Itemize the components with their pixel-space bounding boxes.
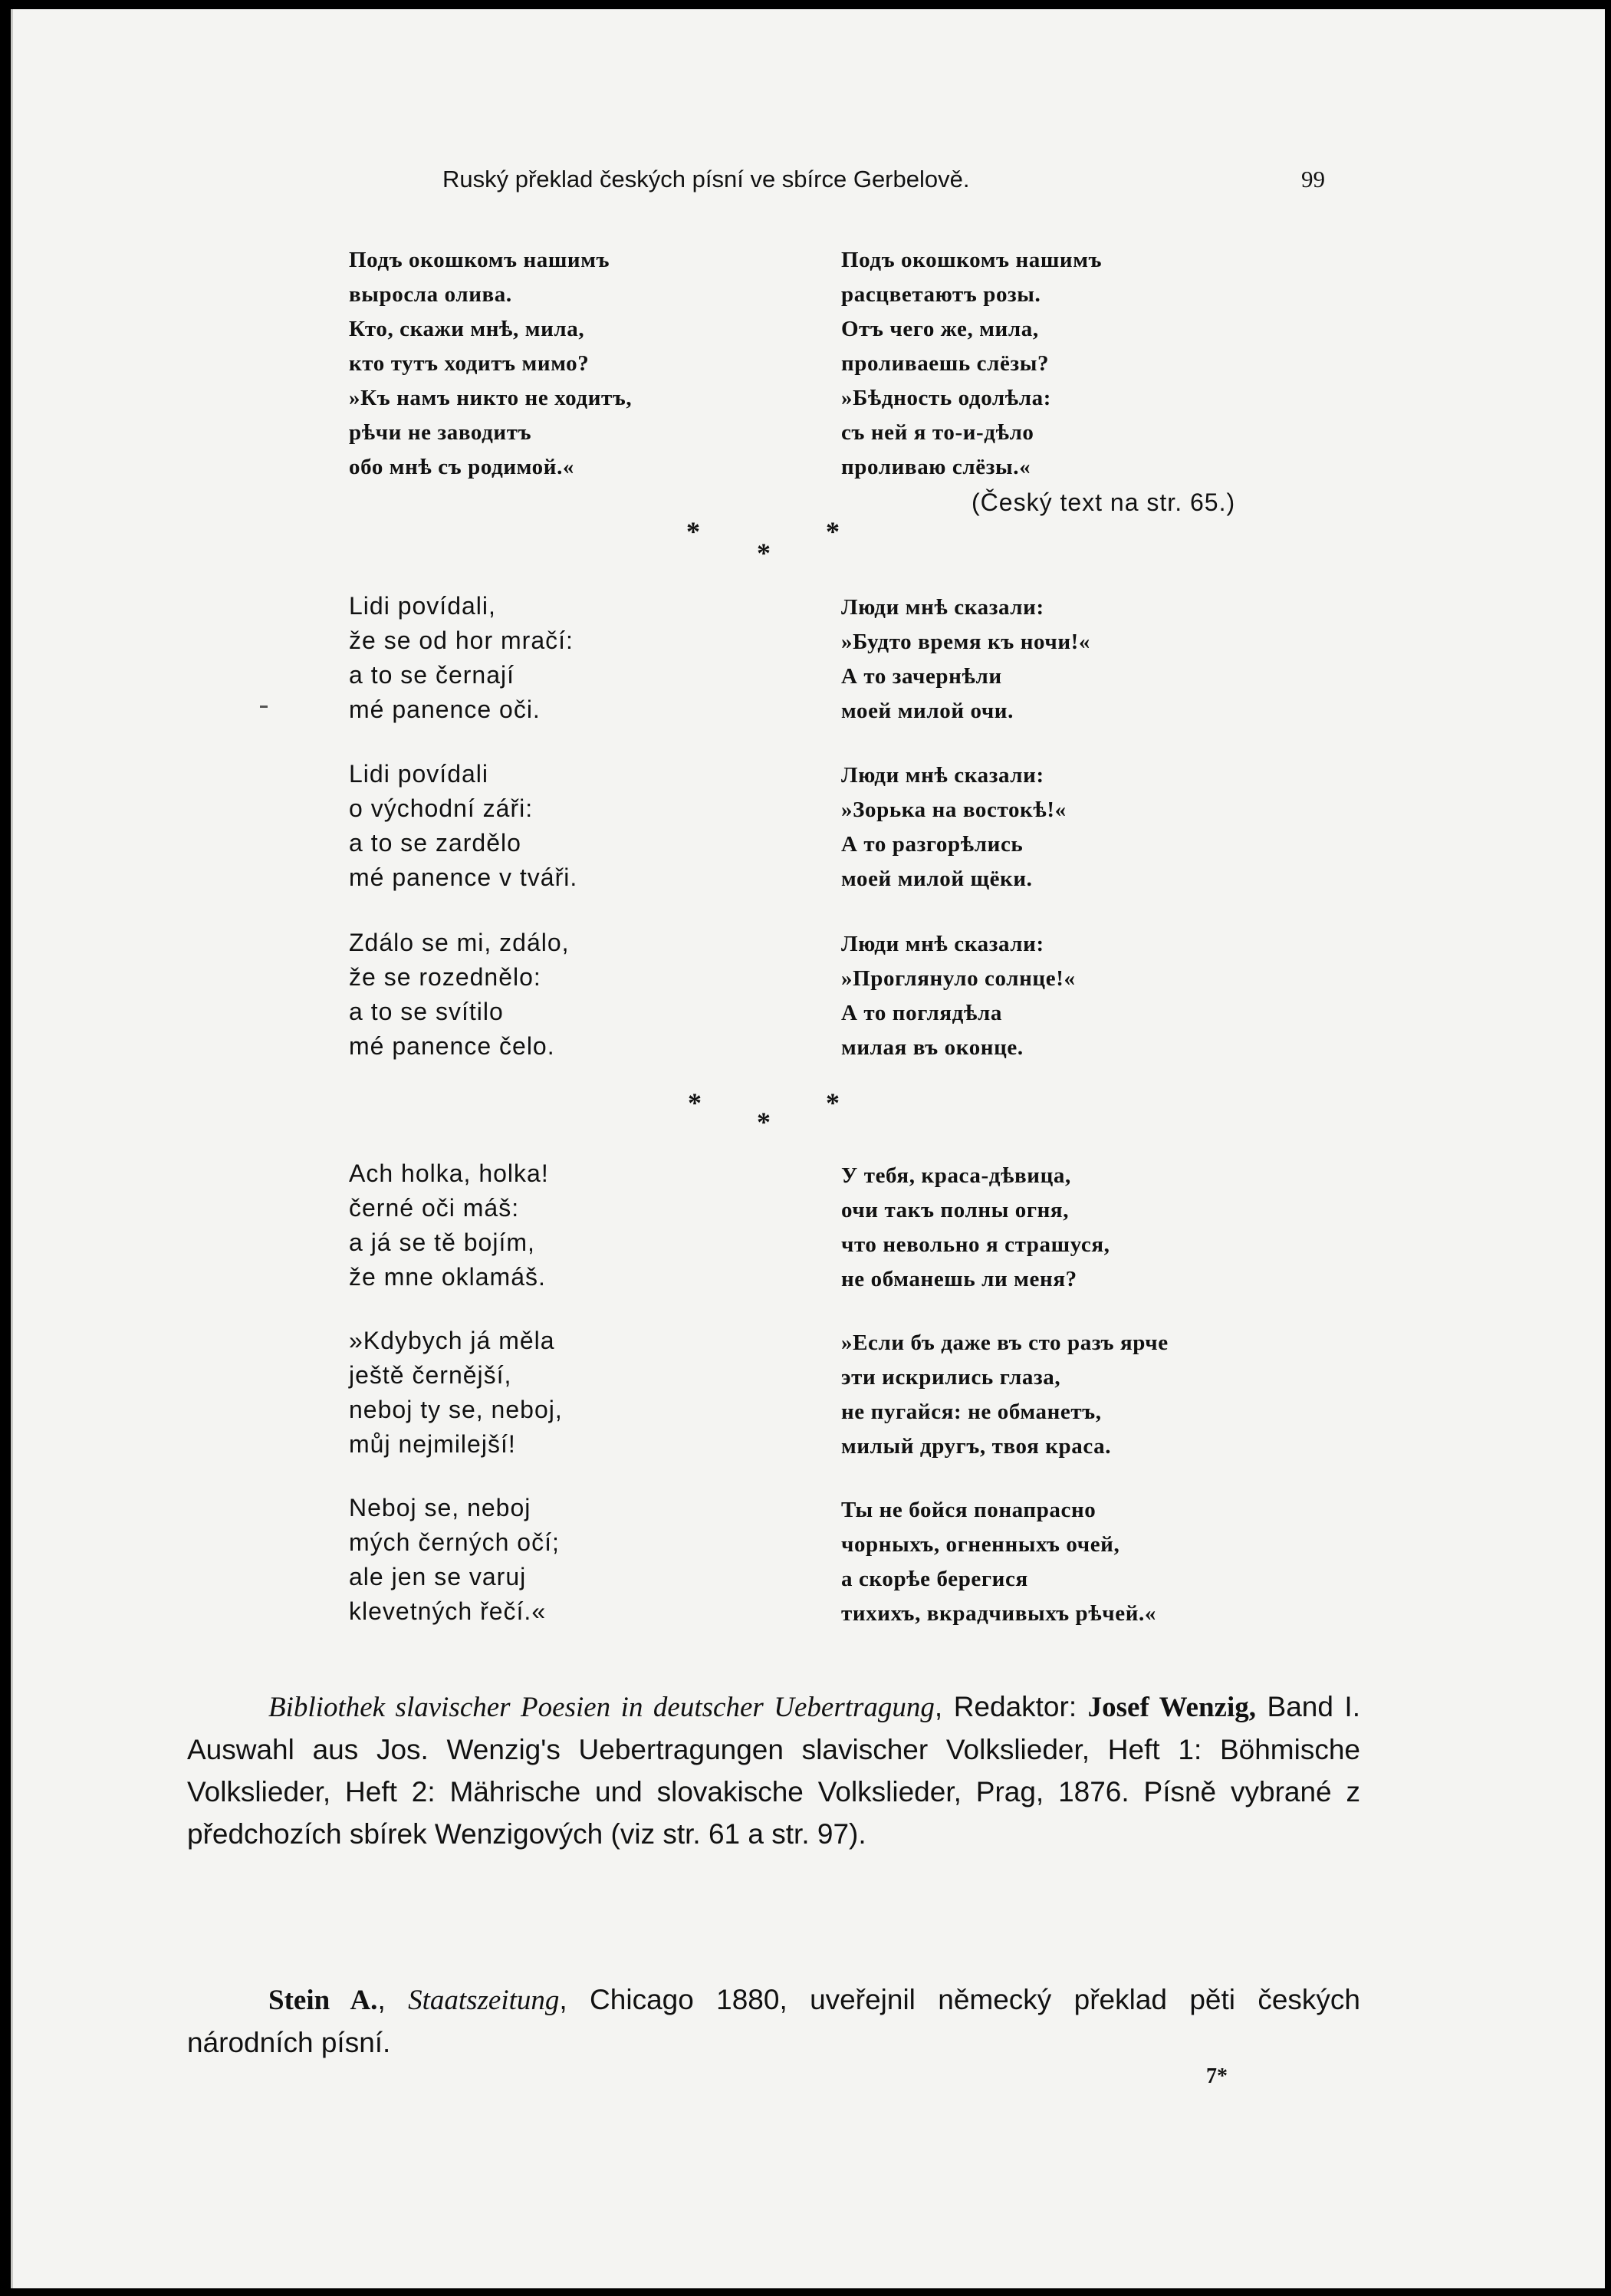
verse-line: Ты не бойся понапрасно [841, 1498, 1096, 1522]
verse-line: милый другъ, твоя краса. [841, 1434, 1112, 1459]
verse-line: ještě černější, [349, 1361, 512, 1389]
verse-line: У тебя, краса-дѣвица, [841, 1163, 1071, 1188]
signature-mark: 7* [1206, 2064, 1228, 2088]
poem-stanza-cz-left-2 [349, 757, 577, 895]
verse-line: že se rozednělo: [349, 963, 541, 991]
star-ornament: * [826, 516, 840, 547]
verse-line: mé panence v tváři. [349, 863, 578, 891]
verse-line: проливаешь слёзы? [841, 351, 1050, 376]
poem-stanza-cz-left-1 [349, 589, 574, 727]
verse-line: Подъ окошкомъ нашимъ [841, 248, 1103, 272]
czech-text-reference: (Český text na str. 65.) [972, 488, 1236, 516]
verse-line: что невольно я страшуся, [841, 1232, 1110, 1257]
verse-line: mých černých očí; [349, 1528, 560, 1556]
poem-stanza-cz-left-6 [349, 1491, 560, 1629]
verse-line: очи такъ полны огня, [841, 1198, 1070, 1222]
verse-line: »Бѣдность одолѣла: [841, 386, 1052, 410]
star-ornament: * [757, 538, 771, 568]
verse-line: моей милой щёки. [841, 867, 1033, 891]
verse-line: a to se zardělo [349, 829, 521, 857]
verse-line: тихихъ, вкрадчивыхъ рѣчей.« [841, 1601, 1156, 1626]
verse-line: Кто, скажи мнѣ, мила, [349, 317, 585, 341]
verse-line: klevetných řečí.« [349, 1597, 547, 1625]
verse-line: Neboj se, neboj [349, 1494, 531, 1521]
verse-line: а скорѣе берегися [841, 1567, 1028, 1591]
verse-line: »Kdybych já měla [349, 1327, 555, 1354]
margin-mark [260, 706, 268, 708]
poem-stanza-ru-right-7 [841, 1493, 1156, 1631]
verse-line: »Будто время къ ночи!« [841, 630, 1091, 654]
verse-line: že se od hor mračí: [349, 627, 574, 654]
verse-line: не пугайся: не обманетъ, [841, 1400, 1102, 1424]
verse-line: a to se černají [349, 661, 515, 689]
verse-line: a já se tě bojím, [349, 1229, 535, 1256]
poem-stanza-ru-right-1 [841, 243, 1102, 485]
verse-line: »Проглянуло солнце!« [841, 966, 1076, 991]
verse-line: рѣчи не заводитъ [349, 420, 532, 445]
verse-line: Lidi povídali, [349, 592, 496, 620]
poem-stanza-cz-left-3 [349, 926, 570, 1064]
verse-line: А то поглядѣла [841, 1001, 1002, 1025]
verse-line: Люди мнѣ сказали: [841, 595, 1044, 620]
bibliography-entry-stein: Stein A., Staatszeitung, Chicago 1880, uveřejnil německý překlad pěti českých národních písní. [187, 1984, 1361, 2058]
verse-line: »Къ намъ никто не ходитъ, [349, 386, 633, 410]
verse-line: чорныхъ, огненныхъ очей, [841, 1532, 1120, 1557]
page-number: 99 [1301, 166, 1325, 192]
verse-line: černé oči máš: [349, 1194, 520, 1222]
verse-line: ale jen se varuj [349, 1563, 527, 1590]
verse-line: o východní záři: [349, 794, 534, 822]
page [11, 9, 1605, 2288]
verse-line: Zdálo se mi, zdálo, [349, 929, 570, 956]
star-ornament: * [757, 1107, 771, 1137]
verse-line: »Зорька на востокѣ!« [841, 798, 1067, 822]
verse-line: mé panence čelo. [349, 1032, 555, 1060]
poem-stanza-cz-left-5 [349, 1324, 563, 1462]
verse-line: »Если бъ даже въ сто разъ ярче [841, 1331, 1169, 1355]
verse-line: Lidi povídali [349, 760, 488, 788]
header-title: Ruský překlad českých písní ve sbírce Gerbelově. [442, 166, 970, 192]
star-ornament: * [686, 516, 700, 547]
author-name: Stein A. [268, 1985, 378, 2016]
poem-stanza-ru-right-3 [841, 758, 1067, 896]
verse-line: А то разгорѣлись [841, 832, 1024, 857]
verse-line: a to se svítilo [349, 998, 504, 1025]
verse-line: že mne oklamáš. [349, 1263, 546, 1291]
verse-line: не обманешь ли меня? [841, 1267, 1077, 1291]
verse-line: neboj ty se, neboj, [349, 1396, 563, 1423]
bibliography-entry-wenzig: Bibliothek slavischer Poesien in deutscher Uebertragung, Redaktor: Josef Wenzig, Band I. Auswahl aus Jos. Wenzig's Uebertragungen slavischer Volkslieder, Heft 1: Böhmische Volkslieder, Heft 2: Mährische und slovakische Volkslieder, Prag, 1876. Písně vybrané z předchozích sbírek Wenzigových (viz str. 61 a str. 97). [187, 1691, 1360, 1850]
poem-stanza-ru-left-1 [349, 243, 632, 485]
verse-line: Подъ окошкомъ нашимъ [349, 248, 610, 272]
poem-stanza-cz-left-4 [349, 1156, 549, 1294]
star-ornament: * [826, 1087, 840, 1118]
verse-line: můj nejmilejší! [349, 1430, 516, 1458]
verse-line: милая въ оконце. [841, 1035, 1024, 1060]
verse-line: выросла олива. [349, 282, 512, 307]
verse-line: Ach holka, holka! [349, 1160, 549, 1187]
verse-line: расцветаютъ розы. [841, 282, 1041, 307]
verse-line: проливаю слёзы.« [841, 455, 1031, 479]
verse-line: Люди мнѣ сказали: [841, 763, 1044, 788]
verse-line: моей милой очи. [841, 699, 1014, 723]
poem-stanza-ru-right-5 [841, 1159, 1110, 1297]
verse-line: кто тутъ ходитъ мимо? [349, 351, 590, 376]
verse-line: mé panence oči. [349, 696, 541, 723]
star-ornament: * [688, 1087, 702, 1118]
book-title: Bibliothek slavischer Poesien in deutscher Uebertragung [268, 1692, 935, 1723]
verse-line: обо мнѣ съ родимой.« [349, 455, 575, 479]
editor-name: Josef Wenzig, [1087, 1692, 1256, 1723]
poem-stanza-ru-right-2 [841, 590, 1090, 729]
poem-stanza-ru-right-4 [841, 927, 1076, 1065]
verse-line: съ ней я то-и-дѣло [841, 420, 1034, 445]
poem-stanza-ru-right-6 [841, 1326, 1169, 1464]
verse-line: А то зачернѣли [841, 664, 1002, 689]
verse-line: Отъ чего же, мила, [841, 317, 1039, 341]
periodical-title: Staatszeitung [408, 1985, 560, 2016]
verse-line: эти искрились глаза, [841, 1365, 1061, 1390]
verse-line: Люди мнѣ сказали: [841, 932, 1044, 956]
